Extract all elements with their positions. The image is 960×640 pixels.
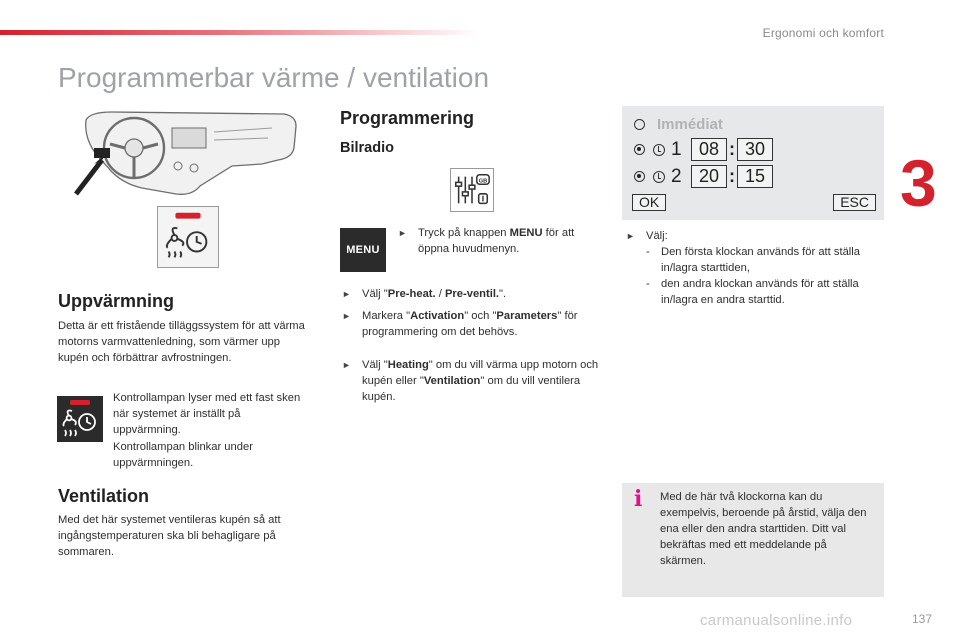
settings-sliders-icon <box>450 168 494 212</box>
watermark: carmanualsonline.info <box>700 612 853 629</box>
page-title: Programmerbar värme / ventilation <box>58 62 490 93</box>
timer-row-2: 2 20 : 15 <box>634 165 773 188</box>
heading-heating: Uppvärmning <box>58 291 175 311</box>
chapter-number: 3 <box>900 146 937 220</box>
radio-on-icon <box>634 144 645 155</box>
esc-button-image: ESC <box>833 194 876 211</box>
step-select-preheat: ► Välj "Pre-heat. / Pre-ventil.". <box>342 288 507 300</box>
step-heating-ventilation: ► Välj "Heating" om du vill värma upp motorn och kupén eller "Ventilation" om du vill ventilera kupén. <box>342 359 599 403</box>
step-select: ► Välj: <box>626 230 668 242</box>
timer-minutes: 15 <box>737 165 773 188</box>
immediate-label: Immédiat <box>657 116 723 133</box>
info-icon: i <box>634 486 643 512</box>
radio-on-icon <box>634 171 645 182</box>
timer-minutes: 30 <box>737 138 773 161</box>
bullet-arrow-icon: ► <box>342 289 351 299</box>
bullet-arrow-icon: ► <box>398 228 407 238</box>
info-text: Med de här två klockorna kan du exempelvis, beroende på årstid, välja den ena eller den andra starttiden. Ditt val bekräftas med ett meddelande på skärmen. <box>660 491 867 567</box>
step-activation-parameters: ► Markera "Activation" och "Parameters" för programmering om det behövs. <box>342 310 578 338</box>
radio-screen-mockup <box>622 106 884 220</box>
top-accent-rule <box>0 30 480 35</box>
heading-programming: Programmering <box>340 108 475 128</box>
bullet-arrow-icon: ► <box>342 311 351 321</box>
dashboard-illustration <box>72 108 304 202</box>
ok-button-image: OK <box>632 194 666 211</box>
select-item-first: - Den första klockan används för att ställa in/lagra starttiden, <box>646 246 860 274</box>
radio-off-icon <box>634 119 645 130</box>
heater-warning-lamp-icon <box>57 396 103 442</box>
lamp-steady-text: Kontrollampan lyser med ett fast sken när systemet är inställt på uppvärmning. <box>113 392 301 436</box>
clock-icon <box>653 144 665 156</box>
section-header: Ergonomi och komfort <box>762 26 884 40</box>
step-open-menu: ► Tryck på knappen MENU för att öppna huvudmenyn. <box>398 227 575 255</box>
bullet-arrow-icon: ► <box>342 360 351 370</box>
timer-hours: 20 <box>691 165 727 188</box>
heater-switch-icon <box>157 206 219 268</box>
ventilation-description: Med det här systemet ventileras kupén så att ingångstemperaturen ska bli behagligare på sommaren. <box>58 514 281 558</box>
immediate-option <box>634 116 723 133</box>
timer-number: 2 <box>671 165 682 187</box>
heading-car-radio: Bilradio <box>340 140 394 156</box>
timer-number: 1 <box>671 138 682 160</box>
gb-badge-text: GB <box>478 178 488 185</box>
select-item-second: - den andra klockan används för att ställa in/lagra en andra starttid. <box>646 278 859 306</box>
heating-description: Detta är ett fristående tilläggssystem för att värma motorns varmvattenledning, som värmer upp kupén och förbättrar avfrostningen. <box>58 320 305 364</box>
heading-ventilation: Ventilation <box>58 486 150 506</box>
page-number: 137 <box>911 612 932 626</box>
clock-icon <box>653 171 665 183</box>
lamp-blink-text: Kontrollampan blinkar under uppvärmningen. <box>113 441 253 469</box>
timer-row-1: 1 08 : 30 <box>634 138 773 161</box>
timer-hours: 08 <box>691 138 727 161</box>
menu-button-icon: MENU <box>340 228 386 272</box>
bullet-arrow-icon: ► <box>626 231 635 241</box>
